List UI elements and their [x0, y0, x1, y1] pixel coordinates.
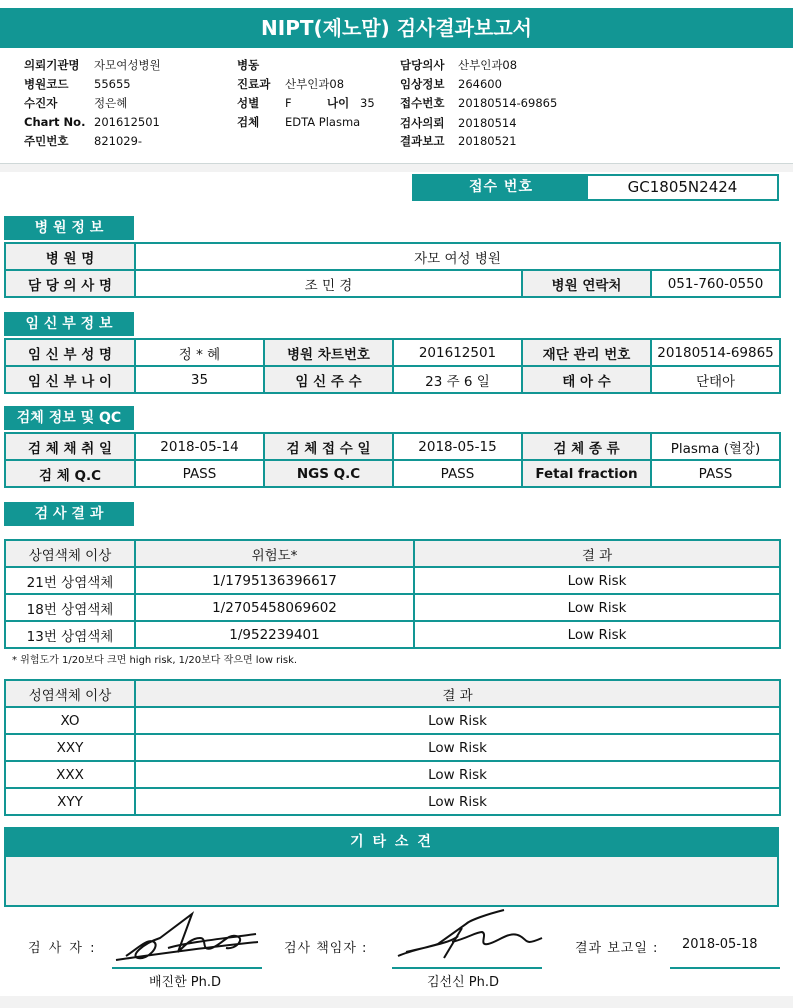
header-item: 병동: [237, 58, 260, 72]
col-header: 성염색체 이상: [5, 680, 135, 707]
hospital-name-value: 자모 여성 병원: [135, 243, 780, 270]
section-specimen: 검체 정보 및 QC: [4, 406, 134, 430]
chromosome-name: 21번 상염색체: [5, 567, 135, 594]
tester-signature-icon: [108, 908, 268, 968]
chart-value: 201612501: [393, 339, 522, 366]
header-item: 수진자 정은혜: [24, 96, 128, 110]
header-item: 의뢰기관명 자모여성병원: [24, 58, 161, 72]
pregnant-age-value: 35: [135, 366, 264, 393]
header-item: 담당의사 산부인과08: [400, 58, 518, 72]
receive-label: 검 체 접 수 일: [264, 433, 393, 460]
table-header-row: [5, 540, 780, 567]
header-item: Chart No. 201612501: [24, 115, 160, 129]
result-value: Low Risk: [414, 567, 780, 594]
ngs-value: PASS: [393, 460, 522, 487]
col-header: 상염색체 이상: [5, 540, 135, 567]
pregnant-age-label: 임 신 부 나 이: [5, 366, 135, 393]
signature-line: [670, 967, 780, 969]
table-row: [5, 339, 780, 366]
responsible-name: 김선신 Ph.D: [427, 975, 500, 990]
foundation-label: 재단 관리 번호: [522, 339, 651, 366]
collect-label: 검 체 채 취 일: [5, 433, 135, 460]
chart-label: 병원 차트번호: [264, 339, 393, 366]
table-row: [5, 270, 780, 297]
col-header: 위험도*: [135, 540, 414, 567]
result-value: Low Risk: [135, 734, 780, 761]
header-item: 주민번호 821029-: [24, 134, 143, 148]
risk-value: 1/952239401: [135, 621, 414, 648]
table-row: [5, 460, 780, 487]
header-item: 결과보고 20180521: [400, 134, 517, 148]
pregnant-name-label: 임 신 부 성 명: [5, 339, 135, 366]
qc-label: 검 체 Q.C: [5, 460, 135, 487]
signature-line: [112, 967, 262, 969]
chromosome-name: XXX: [5, 761, 135, 788]
autosome-table: [4, 539, 781, 649]
risk-value: 1/2705458069602: [135, 594, 414, 621]
collect-value: 2018-05-14: [135, 433, 264, 460]
receipt-label: 접수 번호: [414, 176, 588, 199]
table-row: [5, 707, 780, 734]
misc-content: [4, 857, 779, 907]
result-value: Low Risk: [414, 594, 780, 621]
type-label: 검 체 종 류: [522, 433, 651, 460]
fetus-value: 단태아: [651, 366, 780, 393]
section-hospital: 병 원 정 보: [4, 216, 134, 240]
responsible-label: 검사 책임자 :: [284, 941, 368, 956]
patient-header: [0, 48, 793, 164]
report-date-label: 결과 보고일 :: [575, 941, 659, 956]
header-item: 접수번호 20180514-69865: [400, 96, 558, 110]
risk-value: 1/1795136396617: [135, 567, 414, 594]
table-row: [5, 366, 780, 393]
sex-chromosome-table: [4, 679, 781, 816]
pregnant-table: [4, 338, 781, 394]
header-item: 성별 F 나이 35: [237, 96, 375, 110]
report-date-value: 2018-05-18: [682, 937, 758, 952]
foundation-value: 20180514-69865: [651, 339, 780, 366]
chromosome-name: 18번 상염색체: [5, 594, 135, 621]
header-item: 임상정보 264600: [400, 77, 502, 91]
col-header: 결 과: [414, 540, 780, 567]
doctor-label: 담 당 의 사 명: [5, 270, 135, 297]
specimen-table: [4, 432, 781, 488]
chromosome-name: 13번 상염색체: [5, 621, 135, 648]
doctor-value: 조 민 경: [135, 270, 522, 297]
chromosome-name: XXY: [5, 734, 135, 761]
ff-label: Fetal fraction: [522, 460, 651, 487]
responsible-signature-icon: [392, 906, 552, 968]
pregnant-name-value: 정 * 혜: [135, 339, 264, 366]
table-row: [5, 433, 780, 460]
header-item: 검체 EDTA Plasma: [237, 115, 361, 129]
col-header: 결 과: [135, 680, 780, 707]
table-row: [5, 788, 780, 815]
contact-label: 병원 연락처: [522, 270, 651, 297]
chromosome-name: XO: [5, 707, 135, 734]
report-title: NIPT(제노맘) 검사결과보고서: [0, 8, 793, 48]
divider-band: [0, 164, 793, 172]
signature-line: [392, 967, 542, 969]
table-row: [5, 567, 780, 594]
ff-value: PASS: [651, 460, 780, 487]
table-row: [5, 761, 780, 788]
table-header-row: [5, 680, 780, 707]
table-row: [5, 243, 780, 270]
type-value: Plasma (혈장): [651, 433, 780, 460]
misc-title: 기 타 소 견: [4, 827, 779, 857]
weeks-value: 23 주 6 일: [393, 366, 522, 393]
hospital-name-label: 병 원 명: [5, 243, 135, 270]
qc-value: PASS: [135, 460, 264, 487]
receipt-number-box: [412, 174, 779, 201]
header-item: 검사의뢰 20180514: [400, 116, 517, 130]
result-value: Low Risk: [414, 621, 780, 648]
contact-value: 051-760-0550: [651, 270, 780, 297]
fetus-label: 태 아 수: [522, 366, 651, 393]
risk-footnote: * 위험도가 1/20보다 크면 high risk, 1/20보다 작으면 low risk.: [12, 655, 298, 666]
tester-label: 검 사 자 :: [28, 941, 97, 956]
table-row: [5, 594, 780, 621]
section-results: 검 사 결 과: [4, 502, 134, 526]
receipt-value: GC1805N2424: [627, 178, 738, 196]
chromosome-name: XYY: [5, 788, 135, 815]
result-value: Low Risk: [135, 761, 780, 788]
header-item: 병원코드 55655: [24, 77, 131, 91]
ngs-label: NGS Q.C: [264, 460, 393, 487]
header-item: 진료과 산부인과08: [237, 77, 345, 91]
result-value: Low Risk: [135, 707, 780, 734]
table-row: [5, 621, 780, 648]
section-pregnant: 임 신 부 정 보: [4, 312, 134, 336]
hospital-table: [4, 242, 781, 298]
weeks-label: 임 신 주 수: [264, 366, 393, 393]
table-row: [5, 734, 780, 761]
tester-name: 배진한 Ph.D: [149, 975, 222, 990]
footer-band: [0, 996, 793, 1008]
result-value: Low Risk: [135, 788, 780, 815]
receive-value: 2018-05-15: [393, 433, 522, 460]
